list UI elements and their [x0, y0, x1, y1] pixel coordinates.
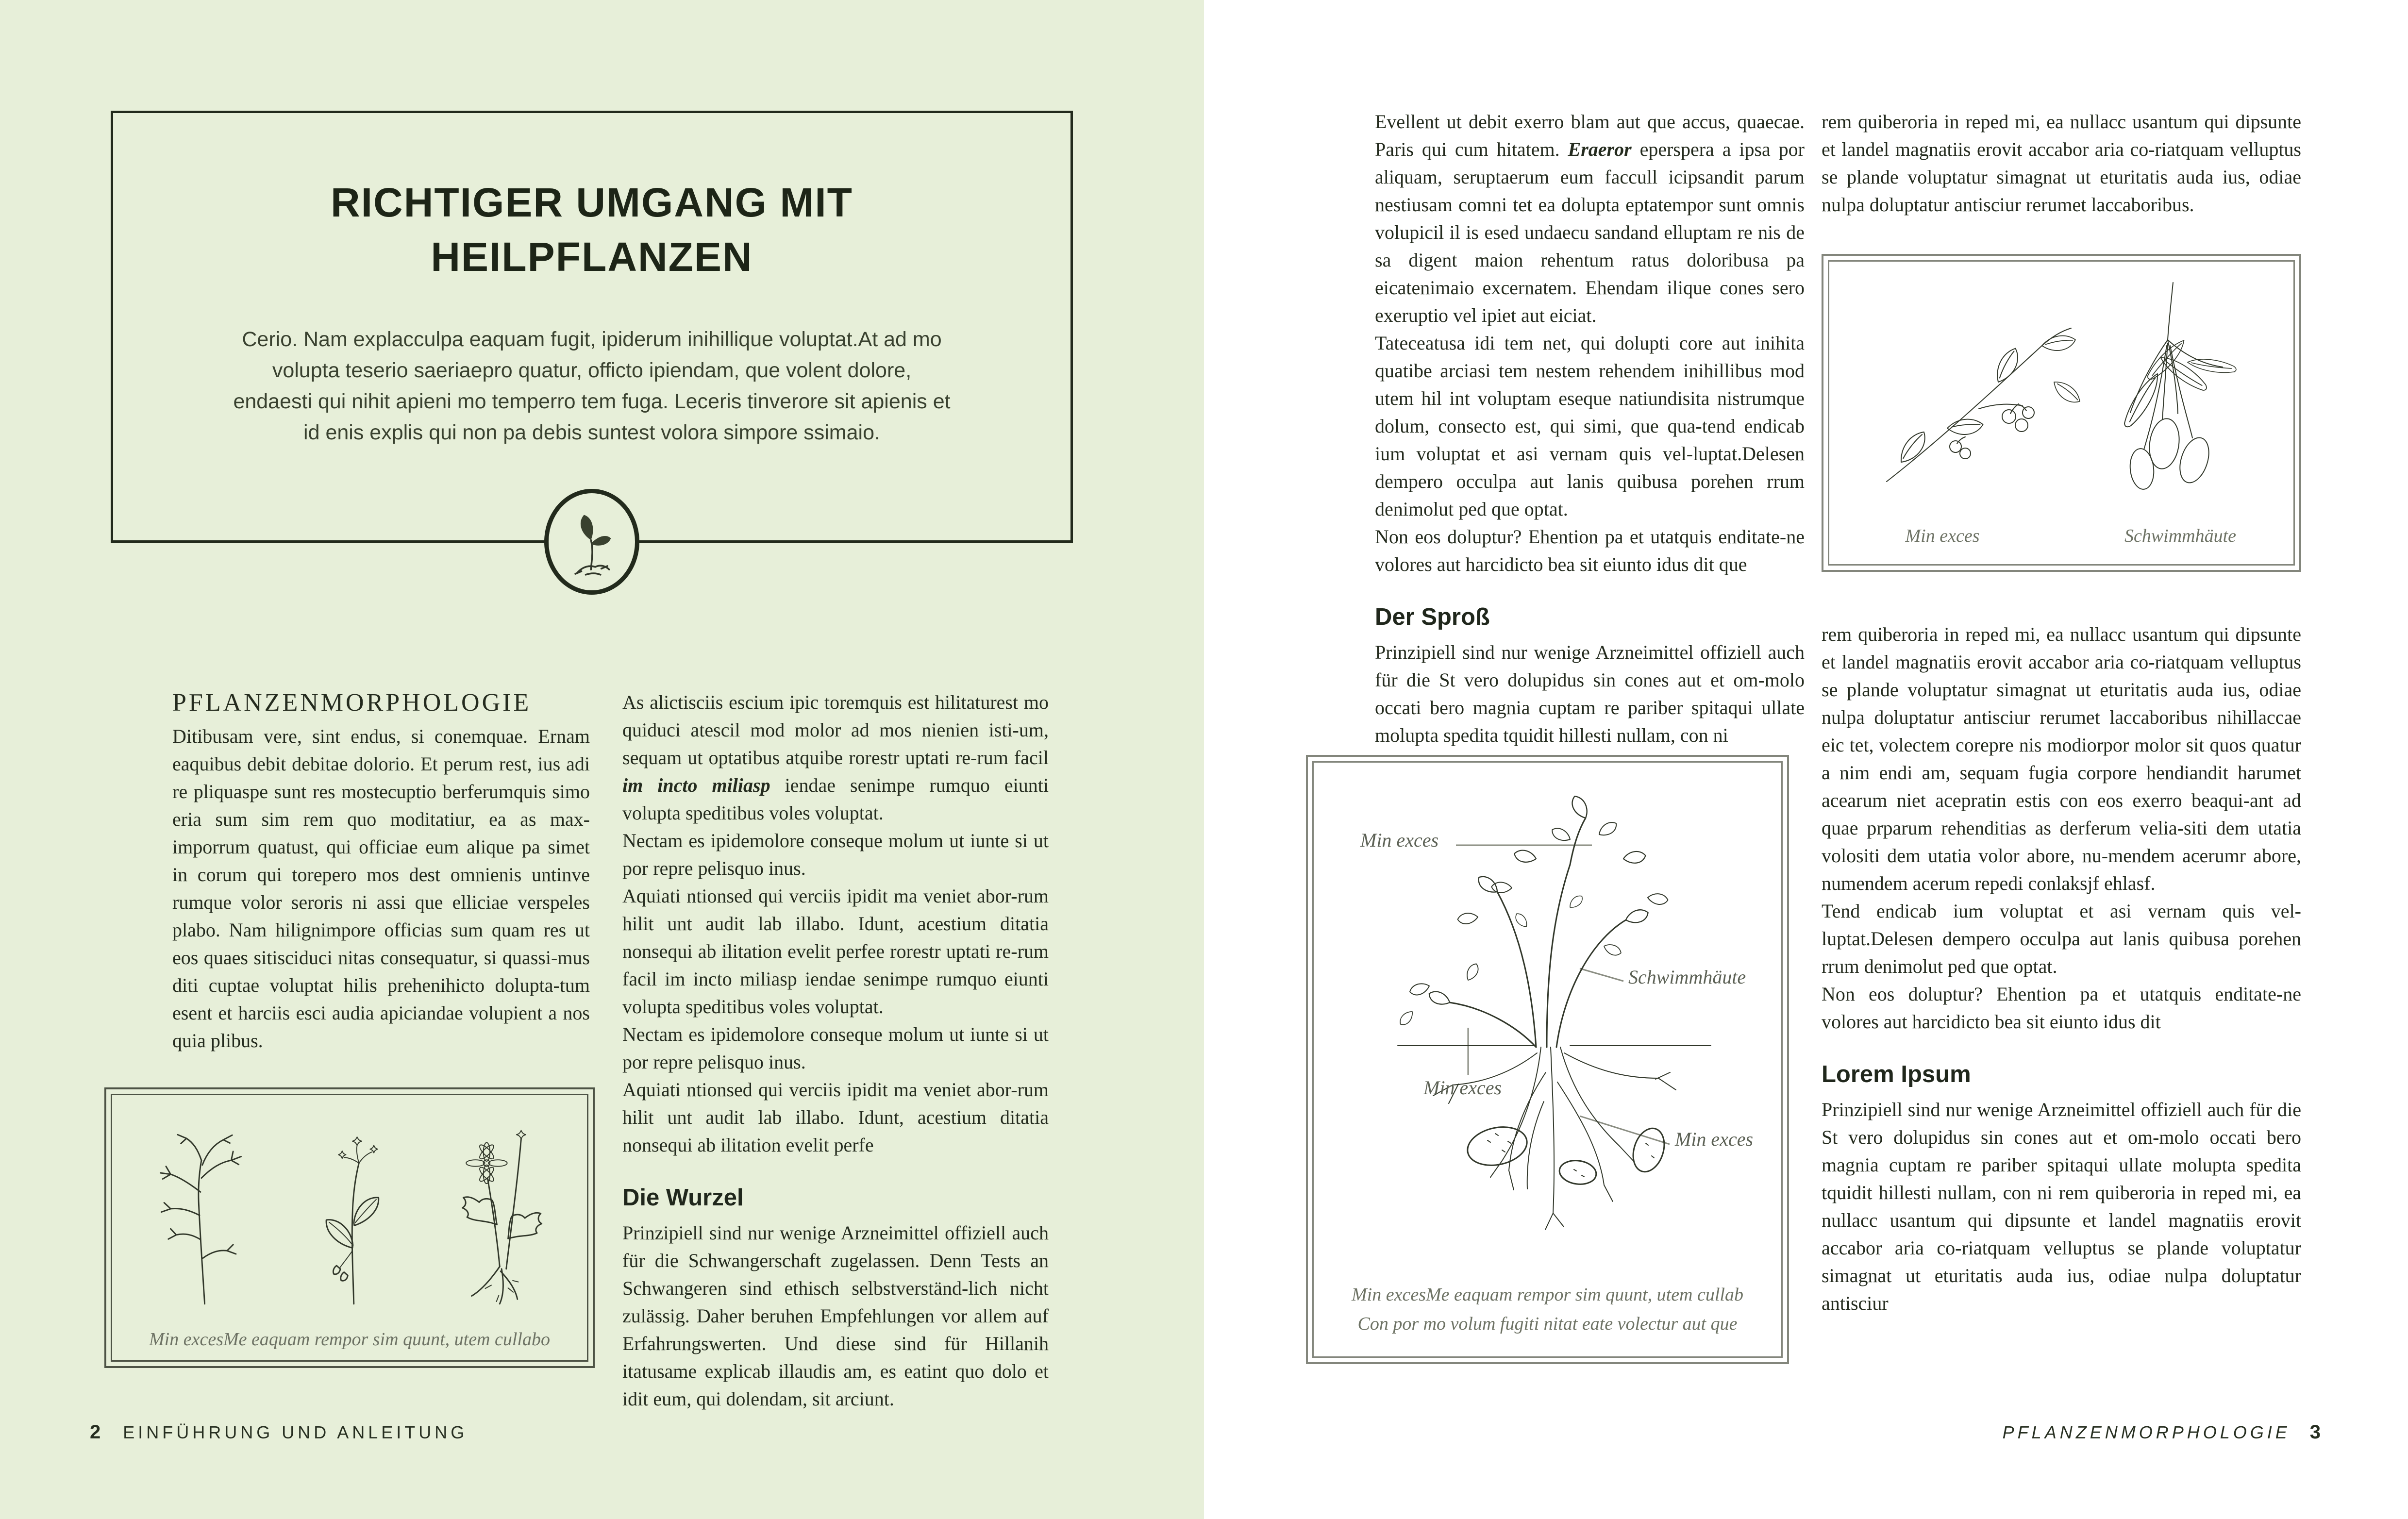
callout-label-top-left: Min exces: [1360, 829, 1439, 851]
right-column-2: [1822, 108, 2301, 1317]
right-column-1: [1375, 108, 1805, 749]
callout-label-mid-left: Min exces: [1423, 1077, 1502, 1099]
title-box: [111, 111, 1073, 543]
figure-caption: Min excesMe eaquam rempor sim quunt, utem cullabo: [149, 1329, 550, 1350]
page-right: [1204, 0, 2408, 1519]
left-column-1: [172, 722, 590, 1054]
subheading-der-spross: Der Sproß: [1375, 604, 1490, 630]
book-title-line2: HEILPFLANZEN: [431, 234, 753, 280]
page-number: 2: [90, 1421, 101, 1443]
figure-caption-right: Schwimmhäute: [2124, 526, 2237, 546]
three-plants-sketch: [118, 1104, 585, 1313]
paragraph: Nectam es ipidemolore conseque molum ut iunte si ut por repre pelisquo inus.: [622, 830, 1049, 879]
two-branches-sketch: [1833, 268, 2293, 501]
paragraph: Tend endicab ium voluptat et asi vernam quis vel-luptat.Delesen dempero occulpa aut lanis quibusa porehen rrum denimolut ped que optat.: [1822, 900, 2301, 977]
figure-two-branches: [1822, 254, 2301, 572]
page-number: 3: [2309, 1421, 2321, 1443]
paragraph: Evellent ut debit exerro blam aut que accus, quaecae. Paris qui cum hitatem. Eraeror eperspera a ipsa por aliquam, seruptaerum eum faccull icipsandit parum nestiusam comni tet ea dolupta eptatempor sunt omnis volupicil il is esed undaecu sandand elluptam re nis de sa digent maion rehentum ratus doloribusa pa eicatenimaio excernatem. Ehendam ilique cones sero exeruptio vel ipiet aut eiciat.: [1375, 111, 1805, 326]
book-title-line1: RICHTIGER UMGANG MIT: [331, 180, 853, 225]
left-column-2: [622, 688, 1049, 1413]
paragraph: Prinzipiell sind nur wenige Arzneimittel offiziell auch für die St vero dolupidus sin cones aut et om-molo occati bero magnia cuptam re pariber spitaqui ullate molupta spedita tquidit hillesti nullam, con ni rem quiberoria in reped mi, ea nullacc usantum qui dipsunte et landel magnatiis erovit accabor aria co-riatquam velluptus se plande voluptatur simagnat ut eturitatis auda ius, odiae nulpa doluptatur antisciur: [1822, 1099, 2301, 1315]
paragraph: Nectam es ipidemolore conseque molum ut iunte si ut por repre pelisquo inus.: [622, 1023, 1049, 1073]
footer-label: EINFÜHRUNG UND ANLEITUNG: [123, 1422, 468, 1442]
footer-left: [90, 1421, 468, 1443]
figure-caption-line1: Min excesMe eaquam rempor sim quunt, utem cullab: [1352, 1285, 1743, 1305]
figure-potato-plant: [1306, 755, 1789, 1364]
figure-three-plants: [104, 1087, 595, 1368]
seedling-badge: [544, 489, 639, 595]
paragraph: Aquiati ntionsed qui verciis ipidit ma veniet abor-rum hilit unt audit lab illabo. Idunt, acestium ditatia nonsequi ab ilitation evelit perfee rorestr uptati re-rum facil im incto miliasp iendae senimpe rumquo eiunti volupta speditibus voles voluptat.: [622, 885, 1049, 1018]
paragraph: Ditibusam vere, sint endus, si conemquae. Ernam eaquibus debit debitae dolorio. Et perum rest, ius adi re pliquaspe sunt res mostecuptio berferumquis simo eria sum sim rem quo moditatiur, ea as max-imporrum quatust, qui officiae eum alique pa simet in corum qui torepero mos dest omnienis untinve rumque volor seroris ni assi que elliciae verspeles plabo. Nam hilignimpore officias sum quam res ut eos quaes sitisciduci nitas consequatur, si quassi-mus diti cuptae voluptat hilis prehenihicto dolupta-tum esent et harciis esci audia apiciandae volupient a nos quia plibus.: [172, 725, 590, 1052]
footer-label: PFLANZENMORPHOLOGIE: [2002, 1422, 2291, 1442]
paragraph: Tateceatusa idi tem net, qui dolupti core aut inihita quatibe arciasi tem nestem rehendem inihillibus mod utem hil int voluptam eseque natiundisita nistrumque dolum, consecto est, qui simi, que qua-tend endicab ium voluptat et asi vernam quis vel-luptat.Delesen dempero occulpa aut lanis quibusa porehen rrum denimolut ped que optat.: [1375, 332, 1805, 520]
footer-right: [2003, 1421, 2321, 1443]
section-heading-pflanzenmorphologie: PFLANZENMORPHOLOGIE: [172, 689, 532, 717]
paragraph: rem quiberoria in reped mi, ea nullacc usantum qui dipsunte et landel magnatiis erovit accabor aria co-riatquam velluptus se plande voluptatur simagnat ut eturitatis auda ius, odiae nulpa doluptatur antisciur rerumet laccaboribus.: [1822, 111, 2301, 216]
callout-label-right: Schwimmhäute: [1628, 966, 1746, 988]
paragraph: rem quiberoria in reped mi, ea nullacc usantum qui dipsunte et landel magnatiis erovit accabor aria co-riatquam velluptus se plande voluptatur simagnat ut eturitatis auda ius, odiae nulpa doluptatur antisciur rerumet laccaboribus nihillaccae eic tet, volectem corepre nis modiorpor molor sit quos quatur a nim endi am, sequam fugia corpore hendiandit harumet acearum niet acepratin estis con eos exerro beaqui-ant ad quae prparum rehenditias as derferum velia-siti dem utatia volositi dem utatia volor abore, nu-mendem acerumr abore, numendem acerum repedi conlaksjf ehlasf.: [1822, 623, 2301, 894]
subheading-die-wurzel: Die Wurzel: [622, 1185, 744, 1211]
seedling-icon: [565, 505, 619, 578]
paragraph: Non eos doluptur? Ehention pa et utatquis enditate-ne volores aut harcidicto bea sit eiunto idus dit: [1822, 983, 2301, 1033]
paragraph: Non eos doluptur? Ehention pa et utatquis enditate-ne volores aut harcidicto bea sit eiunto idus dit que: [1375, 526, 1805, 575]
subheading-lorem-ipsum: Lorem Ipsum: [1822, 1061, 1971, 1087]
paragraph: As alictisciis escium ipic toremquis est hilitaturest mo quiduci atescil mod molor ad mos nienien isti-um, sequam ut optatibus atquibe rorestr uptati re-rum facil im incto miliasp iendae senimpe rumquo eiunti volupta speditibus voles voluptat.: [622, 691, 1049, 824]
paragraph: Prinzipiell sind nur wenige Arzneimittel offiziell auch für die St vero dolupidus sin cones aut et om-molo occati bero magnia cuptam re pariber spitaqui ullate molupta spedita tquidit hillesti nullam, con ni: [1375, 641, 1805, 747]
paragraph: Aquiati ntionsed qui verciis ipidit ma veniet abor-rum hilit unt audit lab illabo. Idunt, acestium ditatia nonsequi ab ilitation evelit perfe: [622, 1079, 1049, 1156]
figure-caption-line2: Con por mo volum fugiti nitat eate volectur aut que: [1357, 1314, 1738, 1334]
paragraph: Prinzipiell sind nur wenige Arzneimittel offiziell auch für die Schwangerschaft zugelassen. Denn Tests an Schwangeren sind ethisch selbstverständ-lich nicht zulässig. Daher beruhen Empfehlungen vor allem auf Erfahrungswerten. Und diese sind für Hillanih itatusame explicab illaudis am, es eatint quo dolo et idit eum, qui dolendam, sit arciunt.: [622, 1222, 1049, 1410]
intro-text: Cerio. Nam explacculpa eaquam fugit, ipiderum inihillique voluptat.At ad mo volupta teserio saeriaepro quatur, officto ipiendam, que volent dolore, endaesti qui nihit apieni mo temperro tem fuga. Leceris tinverore sit apienis et id enis explis qui non pa debis suntest volora simpore ssimaio.: [233, 328, 951, 444]
callout-label-bottom-right: Min exces: [1675, 1128, 1754, 1150]
book-title: [142, 175, 1041, 284]
figure-caption-left: Min exces: [1905, 526, 1980, 546]
